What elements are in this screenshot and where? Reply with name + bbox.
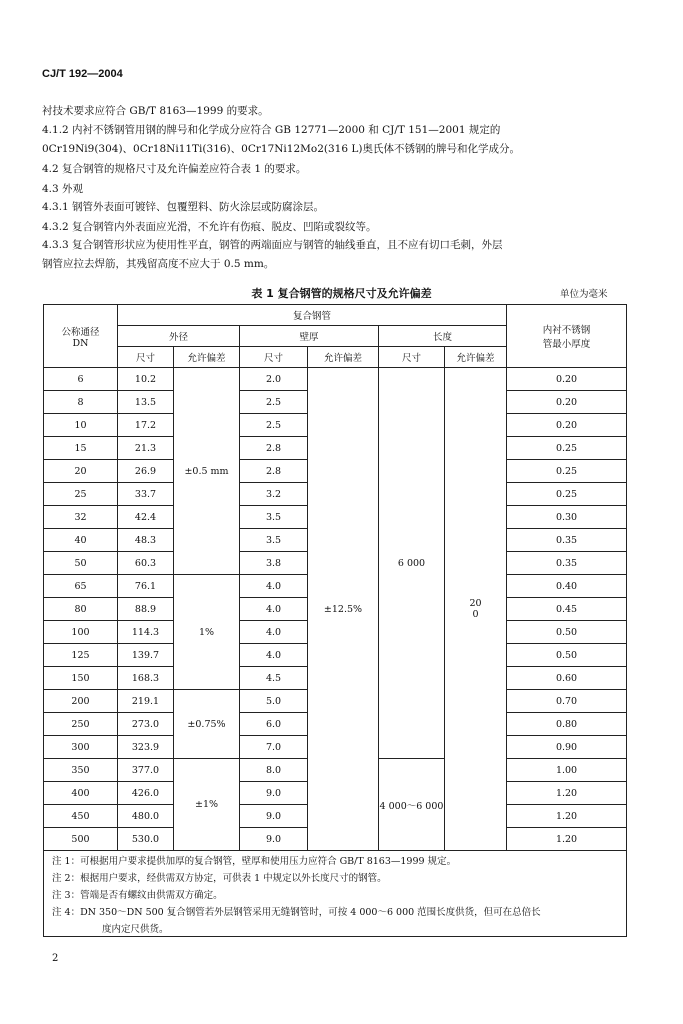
cell-liner: 0.25 [507,437,627,460]
cell-wall: 2.8 [240,460,308,483]
cell-wall: 6.0 [240,713,308,736]
cell-wall: 4.0 [240,644,308,667]
cell-liner: 1.20 [507,782,627,805]
cell-len: 6 000 [379,368,445,759]
cell-dn: 15 [44,437,118,460]
header-len-tol: 允许偏差 [445,347,507,368]
cell-dn: 300 [44,736,118,759]
cell-od: 17.2 [118,414,174,437]
table-caption: 表 1 复合钢管的规格尺寸及允许偏差 [251,287,432,300]
header-wall-tol: 允许偏差 [308,347,379,368]
cell-dn: 8 [44,391,118,414]
cell-od: 139.7 [118,644,174,667]
cell-od: 530.0 [118,828,174,851]
cell-dn: 20 [44,460,118,483]
header-length: 长度 [379,326,507,347]
note-row [44,851,627,869]
cell-od: 168.3 [118,667,174,690]
cell-od: 323.9 [118,736,174,759]
table-note: 注 4：DN 350～DN 500 复合钢管若外层钢管采用无缝钢管时，可按 4 000～6 000 范围长度供货，但可在总倍长 [44,902,627,919]
cell-od: 33.7 [118,483,174,506]
cell-liner: 0.25 [507,460,627,483]
paragraph-line: 0Cr19Ni9(304)、0Cr18Ni11Ti(316)、0Cr17Ni12Mo2(316 L)奥氏体不锈钢的牌号和化学成分。 [42,143,520,155]
header-dn: 公称通径 DN [44,305,118,368]
cell-dn: 200 [44,690,118,713]
cell-liner: 0.25 [507,483,627,506]
table-note: 注 2：根据用户要求，经供需双方协定，可供表 1 中规定以外长度尺寸的钢管。 [44,868,627,885]
cell-dn: 250 [44,713,118,736]
cell-liner: 1.00 [507,759,627,782]
header-len-size: 尺寸 [379,347,445,368]
cell-od: 76.1 [118,575,174,598]
cell-od: 88.9 [118,598,174,621]
cell-wall: 3.5 [240,506,308,529]
cell-liner: 0.40 [507,575,627,598]
table-note: 度内定尺供货。 [44,919,627,937]
cell-od-tol: ±1% [174,759,240,851]
table-note: 注 1：可根据用户要求提供加厚的复合钢管，壁厚和使用压力应符合 GB/T 8163—1999 规定。 [44,851,627,869]
cell-wall: 2.5 [240,391,308,414]
cell-od: 13.5 [118,391,174,414]
cell-liner: 0.90 [507,736,627,759]
cell-wall: 2.0 [240,368,308,391]
paragraph-line: 4.3 外观 [42,183,84,195]
header-od-size: 尺寸 [118,347,174,368]
cell-od-tol: 1% [174,575,240,690]
cell-dn: 6 [44,368,118,391]
cell-od-tol: ±0.5 mm [174,368,240,575]
cell-liner: 0.45 [507,598,627,621]
cell-wall: 3.5 [240,529,308,552]
cell-liner: 0.50 [507,621,627,644]
cell-od-tol: ±0.75% [174,690,240,759]
cell-od: 21.3 [118,437,174,460]
cell-dn: 50 [44,552,118,575]
cell-od: 377.0 [118,759,174,782]
cell-od: 273.0 [118,713,174,736]
page-number: 2 [52,953,59,964]
paragraph-line: 钢管应拉去焊筋，其残留高度不应大于 0.5 mm。 [42,258,275,270]
cell-wall: 7.0 [240,736,308,759]
cell-od: 114.3 [118,621,174,644]
cell-liner: 0.20 [507,368,627,391]
cell-liner: 1.20 [507,828,627,851]
table-row [44,368,627,391]
cell-len: 4 000～6 000 [379,759,445,851]
cell-len-tol: 20 0 [445,368,507,851]
cell-dn: 100 [44,621,118,644]
cell-liner: 0.80 [507,713,627,736]
cell-dn: 450 [44,805,118,828]
header-wall-size: 尺寸 [240,347,308,368]
cell-dn: 125 [44,644,118,667]
paragraph-line: 4.1.2 内衬不锈钢管用钢的牌号和化学成分应符合 GB 12771—2000 和 CJ/T 151—2001 规定的 [42,124,501,136]
cell-dn: 350 [44,759,118,782]
cell-dn: 10 [44,414,118,437]
cell-liner: 0.70 [507,690,627,713]
cell-od: 10.2 [118,368,174,391]
cell-wall: 5.0 [240,690,308,713]
cell-od: 26.9 [118,460,174,483]
note-row [44,868,627,885]
cell-wall: 9.0 [240,782,308,805]
paragraph-line: 4.2 复合钢管的规格尺寸及允许偏差应符合表 1 的要求。 [42,163,307,175]
cell-wall: 3.8 [240,552,308,575]
cell-dn: 500 [44,828,118,851]
cell-od: 42.4 [118,506,174,529]
header-wall: 壁厚 [240,326,379,347]
cell-liner: 0.20 [507,414,627,437]
cell-dn: 40 [44,529,118,552]
table-unit: 单位为毫米 [560,289,608,300]
cell-od: 480.0 [118,805,174,828]
cell-wall-tol: ±12.5% [308,368,379,851]
cell-wall: 3.2 [240,483,308,506]
cell-liner: 1.20 [507,805,627,828]
cell-od: 60.3 [118,552,174,575]
cell-liner: 0.30 [507,506,627,529]
cell-liner: 0.50 [507,644,627,667]
cell-wall: 4.5 [240,667,308,690]
cell-dn: 65 [44,575,118,598]
header-od-tol: 允许偏差 [174,347,240,368]
cell-wall: 2.5 [240,414,308,437]
cell-od: 48.3 [118,529,174,552]
cell-liner: 0.20 [507,391,627,414]
cell-od: 219.1 [118,690,174,713]
cell-liner: 0.35 [507,529,627,552]
note-row [44,885,627,902]
cell-wall: 9.0 [240,828,308,851]
header-composite: 复合钢管 [118,305,507,326]
header-liner: 内衬不锈钢 管最小厚度 [507,305,627,368]
paragraph-line: 4.3.3 复合钢管形状应为使用性平直，钢管的两端面应与钢管的轴线垂直，且不应有切口毛刺，外层 [42,239,503,251]
paragraph-line: 衬技术要求应符合 GB/T 8163—1999 的要求。 [42,105,269,117]
cell-wall: 4.0 [240,621,308,644]
note-row [44,902,627,919]
paragraph-line: 4.3.1 钢管外表面可镀锌、包覆塑料、防火涂层或防腐涂层。 [42,201,325,213]
header-od: 外径 [118,326,240,347]
cell-liner: 0.35 [507,552,627,575]
cell-wall: 4.0 [240,598,308,621]
cell-wall: 2.8 [240,437,308,460]
spec-table [43,304,627,937]
cell-dn: 80 [44,598,118,621]
cell-dn: 32 [44,506,118,529]
standard-code: CJ/T 192—2004 [42,68,123,80]
cell-liner: 0.60 [507,667,627,690]
cell-wall: 4.0 [240,575,308,598]
cell-od: 426.0 [118,782,174,805]
cell-dn: 25 [44,483,118,506]
note-row [44,919,627,937]
paragraph-line: 4.3.2 复合钢管内外表面应光滑，不允许有伤痕、脱皮、凹陷或裂纹等。 [42,221,377,233]
table-note: 注 3：管端是否有螺纹由供需双方确定。 [44,885,627,902]
cell-wall: 9.0 [240,805,308,828]
cell-dn: 150 [44,667,118,690]
cell-wall: 8.0 [240,759,308,782]
cell-dn: 400 [44,782,118,805]
